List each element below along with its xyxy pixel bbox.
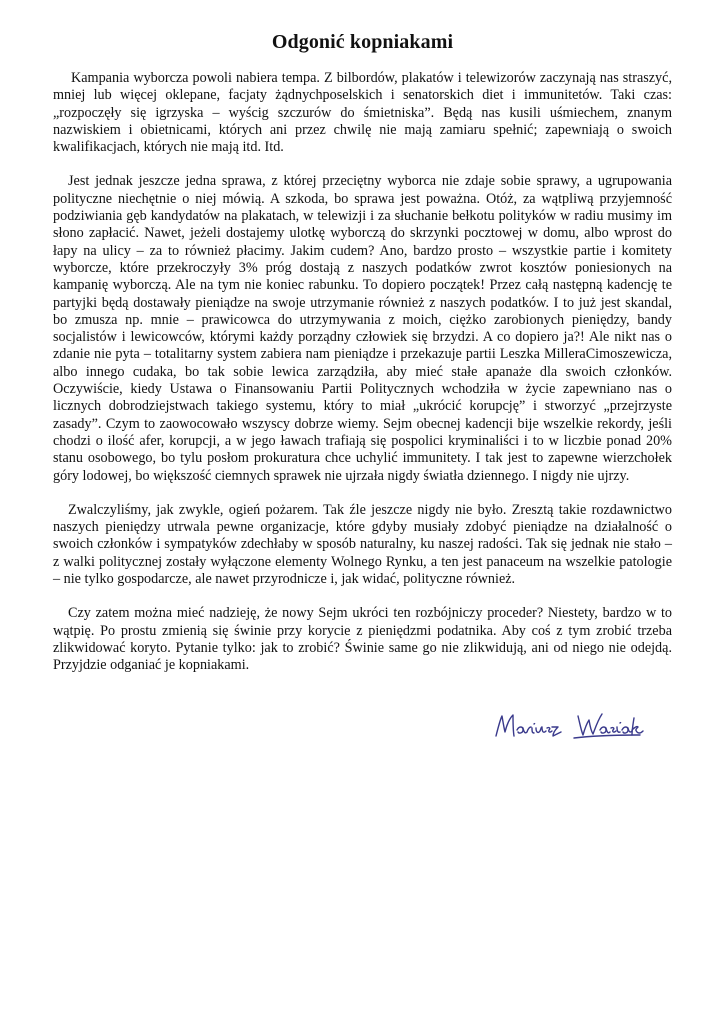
handwritten-signature xyxy=(490,706,660,746)
signature-strokes xyxy=(496,714,643,738)
paragraph-3: Zwalczyliśmy, jak zwykle, ogień pożarem. Tak źle jeszcze nigdy nie było. Zresztą takie rozdawnictwo naszych pieniędzy utrwala pewne organizacje, które gdyby musiały zdobyć pieniądze na działalność o swoich członków i sympatyków zdechłaby w sposób naturalny, ku naszej radości. Tak się jednak nie stało – z walki politycznej zostały wyłączone elementy Wolnego Rynku, a ten jest panaceum na wszelkie patologie – nie tylko gospodarcze, ale nawet przyrodnicze i, jak widać, polityczne również. xyxy=(53,501,672,588)
document-page xyxy=(53,30,672,692)
signature-icon xyxy=(490,706,660,746)
page-title: Odgonić kopniakami xyxy=(271,31,454,53)
paragraph-4: Czy zatem można mieć nadzieję, że nowy Sejm ukróci ten rozbójniczy proceder? Niestety, bardzo w to wątpię. Po prostu zmienią się świnie przy korycie z pieniędzmi podatnika. Aby coś z tym zrobić trzeba zlikwidować koryto. Pytanie tylko: jak to zrobić? Świnie same go nie zlikwidują, ani od niego nie odejdą. Przyjdzie odganiać je kopniakami. xyxy=(53,605,672,674)
paragraph-2: Jest jednak jeszcze jedna sprawa, z której przeciętny wyborca nie zdaje sobie sprawy, a ugrupowania polityczne niechętnie o niej mówią. A szkoda, bo sprawa jest poważna. Otóż, za wątpliwą przyjemność podziwiania gęb kandydatów na plakatach, w telewizji i za słuchanie bełkotu polityków w radiu musimy im słono zapłacić. Nawet, jeżeli dostajemy ulotkę wyborczą do skrzynki pocztowej w domu, albo wprost do łapy na ulicy – za to również płacimy. Jakim cudem? Ano, bardzo prosto – wszystkie partie i komitety wyborcze, które przekroczyły 3% próg dostają z naszych podatków zwrot kosztów poniesionych na kampanię wyborczą. Ale na tym nie koniec rabunku. To dopiero początek! Przez całą następną kadencję te partyjki będą dostawały pieniądze na swoje utrzymanie również z naszych podatków. I to już jest skandal, bo zmusza np. mnie – prawicowca do utrzymywania z moich, ciężko zarobionych pieniędzy, bandy socjalistów i lewicowców, którymi każdy porządny człowiek się brzydzi. A co dopiero ja?! Ale nikt nas o zdanie nie pyta – totalitarny system zabiera nam pieniądze i przekazuje partii Leszka MilleraCimoszewicza, albo innego cudaka, bo tak sobie lewica zarządziła, aby mieć stałe apanaże dla swoich członków. Oczywiście, kiedy Ustawa o Finansowaniu Partii Politycznych wchodziła w życie zapewniano nas o licznych dobrodziejstwach takiego systemu, który to miał „ukrócić korupcję” i stworzyć „przejrzyste zasady”. Czym to zaowocowało wszyscy dobrze wiemy. Sejm obecnej kadencji bije wszelkie rekordy, jeśli chodzi o ilość afer, korupcji, a w jego ławach trafiają się pospolici kryminaliści i to w liczbie ponad 20% stanu osobowego, bo tylu posłom prokuratura chce uchylić immunitety. I tak jest to zapewne wierzchołek góry lodowej, bo większość ciemnych sprawek nie ujrzała nigdy światła dziennego. I nigdy nie ujrzy. xyxy=(53,173,672,484)
paragraph-1: Kampania wyborcza powoli nabiera tempa. Z bilbordów, plakatów i telewizorów zaczynają nas straszyć, mniej lub więcej oklepane, facjaty żądnychposelskich i senatorskich diet i immunitetów. Taki czas: „rozpoczęły się igrzyska – wyścig szczurów do śmietniska”. Będą nas kusili uśmiechem, znanym nazwiskiem i obietnicami, których ani przez chwilę nie mają zamiaru spełnić; zapewniają o swoich kwalifikacjach, których nie mają itd. Itd. xyxy=(53,70,672,156)
